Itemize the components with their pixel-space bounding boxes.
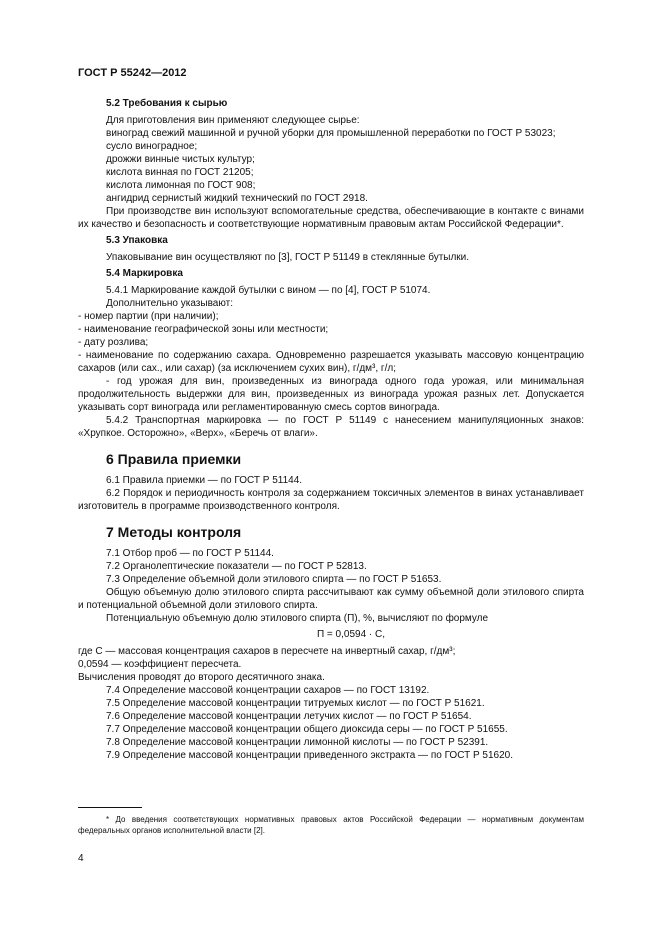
list-item: ангидрид сернистый жидкий технический по ГОСТ 2918. [106,193,368,204]
formula: П = 0,0594 · С, [316,629,386,640]
paragraph: Общую объемную долю этилового спирта рассчитывают как сумму объемной доли этилового спирта и потенциальной объемной доли этилового спирта. [78,587,584,611]
list-item: 7.7 Определение массовой концентрации общего диоксида серы — по ГОСТ Р 51655. [106,724,508,735]
list-item: дрожжи винные чистых культур; [106,154,255,165]
formula-legend: 0,0594 — коэффициент пересчета. [78,659,242,670]
paragraph: При производстве вин используют вспомогательные средства, обеспечивающие в контакте с винами их качество и безопасность и соответствующие нормативным правовым актам Российской Федерации*. [78,206,584,230]
list-item: кислота лимонная по ГОСТ 908; [106,180,256,191]
paragraph: 6.1 Правила приемки — по ГОСТ Р 51144. [106,475,303,486]
list-item: 7.3 Определение объемной доли этилового спирта — по ГОСТ Р 51653. [106,574,442,585]
formula-legend: где С — массовая концентрация сахаров в пересчете на инвертный сахар, г/дм³; [78,646,456,657]
list-item: 7.1 Отбор проб — по ГОСТ Р 51144. [106,548,274,559]
section-5-4-title: 5.4 Маркировка [106,268,183,279]
list-item: - наименование географической зоны или местности; [78,324,329,335]
list-item: - год урожая для вин, произведенных из винограда одного года урожая, или минимальная продолжительность выдержки для вин, произведенных из винограда урожая разных лет. Допускается указывать сорт винограда или регламентированную смесь сортов винограда. [78,376,584,413]
list-item: 7.8 Определение массовой концентрации лимонной кислоты — по ГОСТ Р 52391. [106,737,489,748]
list-item: - дату розлива; [78,337,149,348]
footnote: * До введения соответствующих нормативных правовых актов Российской Федерации — нормативным документам федеральных органов исполнительной власти [2]. [78,815,584,835]
section-5-2-title: 5.2 Требования к сырью [106,98,228,109]
paragraph: Упаковывание вин осуществляют по [3], ГОСТ Р 51149 в стеклянные бутылки. [106,252,470,263]
list-item: 7.2 Органолептические показатели — по ГОСТ Р 52813. [106,561,367,572]
list-item: 7.4 Определение массовой концентрации сахаров — по ГОСТ 13192. [106,685,430,696]
list-item: виноград свежий машинной и ручной уборки для промышленной переработки по ГОСТ Р 53023; [106,128,556,139]
list-item: сусло виноградное; [106,141,198,152]
paragraph: Дополнительно указывают: [106,298,233,309]
paragraph: Вычисления проводят до второго десятичного знака. [78,672,325,683]
paragraph: 5.4.1 Маркирование каждой бутылки с вином — по [4], ГОСТ Р 51074. [106,285,431,296]
list-item: 7.5 Определение массовой концентрации титруемых кислот — по ГОСТ Р 51621. [106,698,485,709]
paragraph: 5.4.2 Транспортная маркировка — по ГОСТ Р 51149 с нанесением манипуляционных знаков: «Хрупкое. Осторожно», «Верх», «Беречь от влаги». [78,415,584,439]
chapter-6-title: 6 Правила приемки [106,451,242,467]
paragraph: 6.2 Порядок и периодичность контроля за содержанием токсичных элементов в винах устанавливает изготовитель в программе производственного контроля. [78,488,584,512]
paragraph: Для приготовления вин применяют следующее сырье: [106,115,360,126]
list-item: - номер партии (при наличии); [78,311,219,322]
list-item: - наименование по содержанию сахара. Одновременно разрешается указывать массовую концентрацию сахаров (или сах., или сахар) (за исключением сухих вин), г/дм³, г/л; [78,350,584,374]
page-number: 4 [78,853,84,864]
document-header: ГОСТ Р 55242—2012 [78,67,187,79]
chapter-7-title: 7 Методы контроля [106,524,242,540]
paragraph: Потенциальную объемную долю этилового спирта (П), %, вычисляют по формуле [106,613,489,624]
list-item: кислота винная по ГОСТ 21205; [106,167,254,178]
page-body [78,94,584,762]
footnote-separator [78,807,142,808]
list-item: 7.9 Определение массовой концентрации приведенного экстракта — по ГОСТ Р 51620. [106,750,514,761]
list-item: 7.6 Определение массовой концентрации летучих кислот — по ГОСТ Р 51654. [106,711,472,722]
section-5-3-title: 5.3 Упаковка [106,235,168,246]
